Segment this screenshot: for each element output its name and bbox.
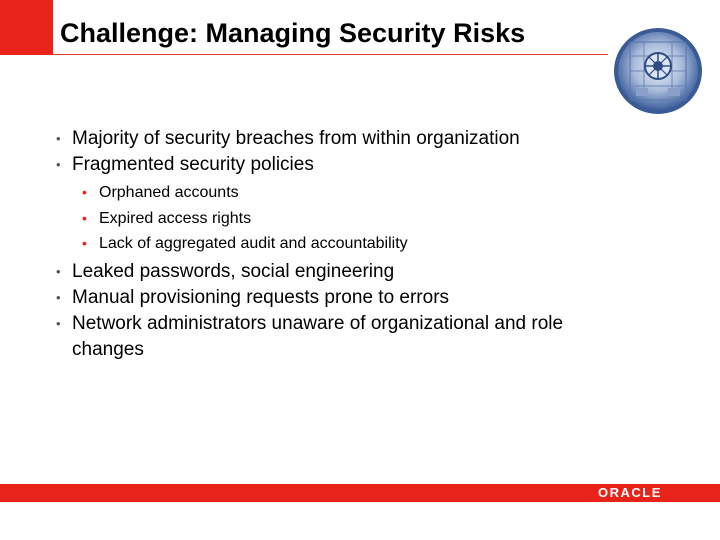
slide-title: Challenge: Managing Security Risks: [60, 18, 526, 48]
bullet-text: Network administrators unaware of organizational and role changes: [72, 312, 564, 360]
list-item: [56, 152, 616, 178]
sub-list-item: [56, 180, 616, 206]
bullet-dot-icon: •: [56, 315, 61, 331]
bullet-dot-icon: •: [82, 209, 87, 226]
bullet-text: Leaked passwords, social engineering: [72, 260, 395, 282]
sub-list-item: [56, 231, 616, 257]
bullet-dot-icon: •: [82, 184, 87, 200]
title-underline: [53, 54, 608, 55]
title-accent-square: [0, 0, 53, 55]
sub-list-item: [56, 206, 616, 232]
vault-door-security-icon: [612, 26, 704, 116]
bullet-text: Majority of security breaches from within organization: [72, 128, 520, 149]
list-item: [56, 126, 616, 152]
sub-bullet-list: [56, 180, 616, 257]
oracle-logo: ORACLE: [598, 485, 662, 500]
list-item: [56, 285, 616, 311]
bullet-dot-icon: •: [56, 263, 61, 279]
bullet-text: Fragmented security policies: [72, 154, 314, 175]
list-item: [56, 311, 616, 363]
sub-bullet-text: Expired access rights: [99, 209, 252, 227]
bullet-text: Manual provisioning requests prone to errors: [72, 286, 450, 308]
sub-bullet-text: Lack of aggregated audit and accountability: [99, 235, 408, 252]
bullet-dot-icon: •: [56, 289, 61, 305]
bullet-list: [56, 126, 616, 363]
bullet-dot-icon: •: [82, 235, 87, 251]
sub-bullet-text: Orphaned accounts: [99, 184, 239, 201]
list-item: [56, 259, 616, 285]
bullet-dot-icon: •: [56, 157, 61, 172]
bullet-dot-icon: •: [56, 131, 61, 146]
